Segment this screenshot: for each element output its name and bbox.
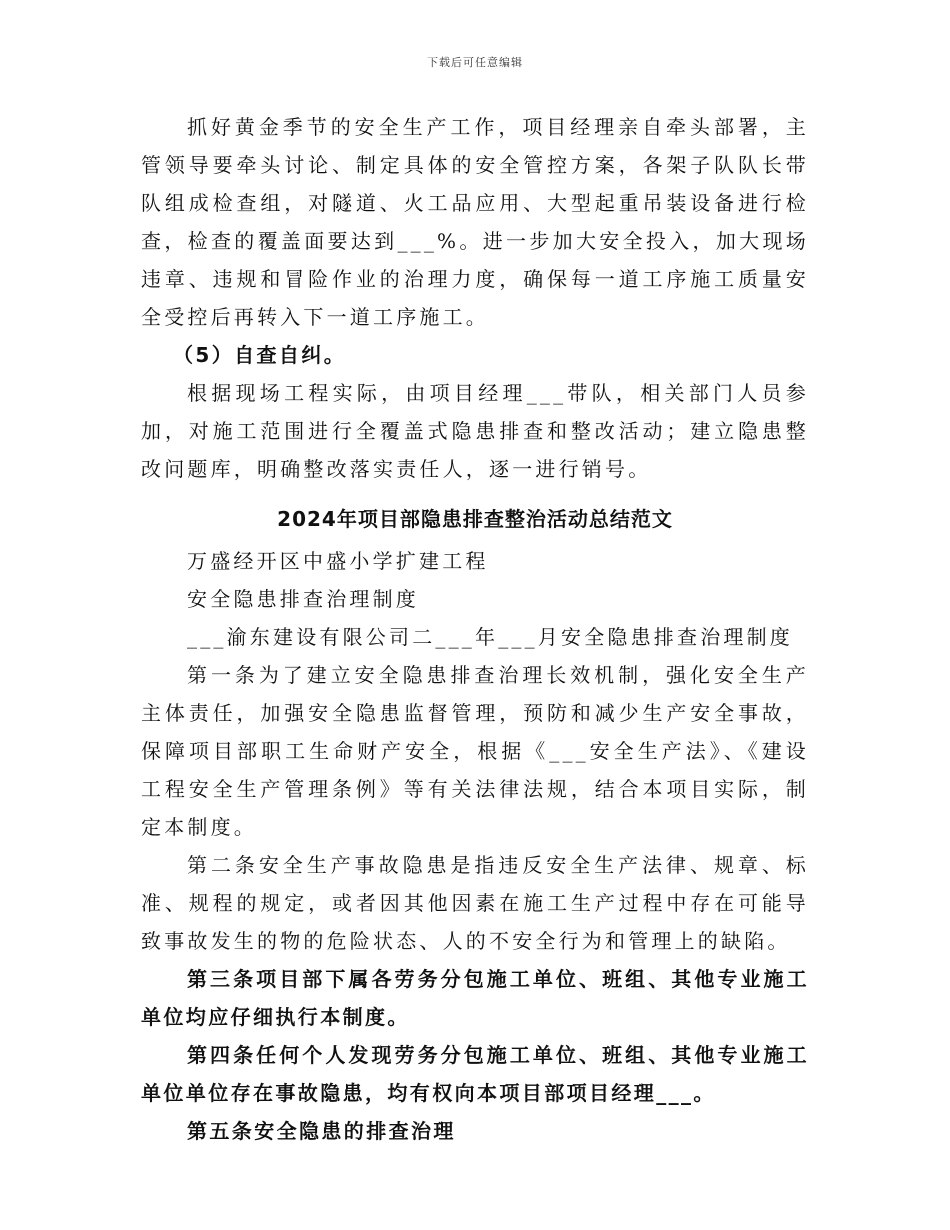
project-name-line: 万盛经开区中盛小学扩建工程 [187,549,489,573]
article-3: 第三条项目部下属各劳务分包施工单位、班组、其他专业施工单位均应仔细执行本制度。 [141,967,809,1029]
paragraph-golden-season: 抓好黄金季节的安全生产工作，项目经理亲自牵头部署，主管领导要牵头讨论、制定具体的安全管控方案，各架子队队长带队组成检查组，对隧道、火工品应用、大型起重吊装设备进行检查，检查的覆盖面要达到___%。进一步加大安全投入，加大现场违章、违规和冒险作业的治理力度，确保每一道工序施工质量安全受控后再转入下一道工序施工。 [141,115,809,329]
document-body [141,108,809,1150]
header-note: 下载后可任意编辑 [427,56,523,69]
paragraph-site-inspection: 根据现场工程实际，由项目经理___带队，相关部门人员参加，对施工范围进行全覆盖式隐患排查和整改活动；建立隐患整改问题库，明确整改落实责任人，逐一进行销号。 [141,381,809,481]
article-4: 第四条任何个人发现劳务分包施工单位、班组、其他专业施工单位单位存在事故隐患，均有权向本项目部项目经理___。 [141,1043,809,1105]
section-title: 2024年项目部隐患排查整治活动总结范文 [277,507,673,531]
article-2: 第二条安全生产事故隐患是指违反安全生产法律、规章、标准、规程的规定，或者因其他因素在施工生产过程中存在可能导致事故发生的物的危险状态、人的不安全行为和管理上的缺陷。 [141,853,809,953]
article-5: 第五条安全隐患的排查治理 [187,1119,456,1143]
article-1: 第一条为了建立安全隐患排查治理长效机制，强化安全生产主体责任，加强安全隐患监督管理，预防和减少生产安全事故，保障项目部职工生命财产安全，根据《___安全生产法》、《建设工程安全生产管理条例》等有关法律法规，结合本项目实际，制定本制度。 [141,663,809,839]
system-name-line: 安全隐患排查治理制度 [187,587,419,611]
subheading-self-check: （5）自查自纠。 [173,343,347,367]
company-line: ___渝东建设有限公司二___年___月安全隐患排查治理制度 [187,625,793,649]
